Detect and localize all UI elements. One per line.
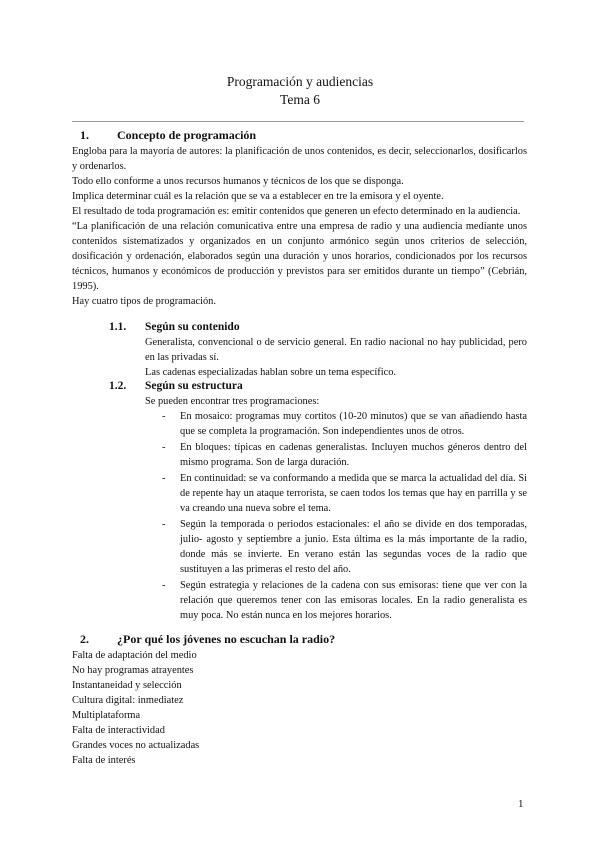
dash-bullet: - — [162, 519, 166, 530]
subsection-1-2-number: 1.2. — [109, 380, 127, 392]
dash-bullet: - — [162, 473, 166, 484]
document-title: Programación y audiencias — [226, 74, 374, 89]
list-item: - Según la temporada o periodos estacionales: el año se divide en dos temporadas, julio- agosto y septiembre a junio. Esta última es la más importante de la radio, donde más se invierte. En verano están las segundas voces de la radio que sustituyen a las primeras el resto del año. — [162, 519, 527, 575]
paragraph: Hay cuatro tipos de programación. — [72, 296, 216, 307]
dash-bullet: - — [162, 442, 166, 453]
reasons-list — [72, 648, 372, 768]
paragraph: El resultado de toda programación es: emitir contenidos que generen un efecto determinado en la audiencia. — [72, 206, 521, 217]
section-1-body — [72, 144, 527, 309]
list-item: - En mosaico: programas muy cortitos (10-20 minutos) que se van añadiendo hasta que se completa la programación. Son independientes unos de otros. — [162, 411, 527, 437]
structure-types-list — [162, 409, 527, 624]
dash-bullet: - — [162, 580, 166, 591]
section-2-number: 2. — [80, 632, 89, 646]
subsection-1-2-intro: Se pueden encontrar tres programaciones: — [145, 396, 320, 407]
document-subtitle: Tema 6 — [280, 92, 320, 107]
paragraph: Engloba para la mayoría de autores: la planificación de unos contenidos, es decir, seleccionarlos, dosificarlos y ordenarlos. — [72, 146, 527, 172]
section-1-number: 1. — [80, 128, 89, 142]
subsection-1-1-title: Según su contenido — [145, 321, 240, 333]
section-1-title: Concepto de programación — [117, 128, 257, 142]
list-item: - Según estrategia y relaciones de la cadena con sus emisoras: tiene que ver con la relación que queremos tener con las emisoras locales. En la radio generalista es muy poca. No están nunca en los mejores horarios. — [162, 580, 527, 621]
page-number: 1 — [518, 798, 524, 810]
list-item: Falta de interés — [72, 755, 136, 766]
paragraph: Las cadenas especializadas hablan sobre un tema específico. — [145, 367, 396, 378]
paragraph: Generalista, convencional o de servicio general. En radio nacional no hay publicidad, pero en las privadas sí. — [145, 337, 527, 363]
subsection-1-2-title: Según su estructura — [145, 380, 243, 392]
list-item: - En continuidad: se va conformando a medida que se marca la actualidad del día. Si de repente hay un ataque terrorista, se caen todos los temas que hay en parrilla y se va creando una nueva sobre el tema. — [162, 473, 527, 514]
list-item: - En bloques: típicas en cadenas generalistas. Incluyen muchos géneros dentro del mismo programa. Son de larga duración. — [162, 442, 527, 468]
list-item: No hay programas atrayentes — [72, 665, 194, 676]
quote-paragraph: “La planificación de una relación comunicativa entre una empresa de radio y una audiencia mediante unos contenidos sistematizados y organizados en un conjunto armónico según unos criterios de selección, dosificación y ordenación, elaborados según una duración y unos horarios, condicionados por los recursos técnicos, humanos y económicos de producción y previstos para ser emitidos durante un tiempo” (Cebrián, 1995). — [72, 221, 527, 292]
subsection-1-1-number: 1.1. — [109, 321, 127, 333]
paragraph: Todo ello conforme a unos recursos humanos y técnicos de los que se disponga. — [72, 176, 404, 187]
list-item: Falta de interactividad — [72, 725, 165, 736]
list-item: Falta de adaptación del medio — [72, 650, 197, 661]
subsection-1-1-body — [145, 335, 527, 380]
list-item: Grandes voces no actualizadas — [72, 740, 200, 751]
paragraph: Implica determinar cuál es la relación que se va a establecer en tre la emisora y el oyente. — [72, 191, 444, 202]
list-item: Cultura digital: inmediatez — [72, 695, 184, 706]
section-2-title: ¿Por qué los jóvenes no escuchan la radio? — [117, 632, 336, 646]
list-item: Instantaneidad y selección — [72, 680, 182, 691]
dash-bullet: - — [162, 411, 166, 422]
list-item: Multiplataforma — [72, 710, 141, 721]
header-divider — [72, 121, 524, 122]
